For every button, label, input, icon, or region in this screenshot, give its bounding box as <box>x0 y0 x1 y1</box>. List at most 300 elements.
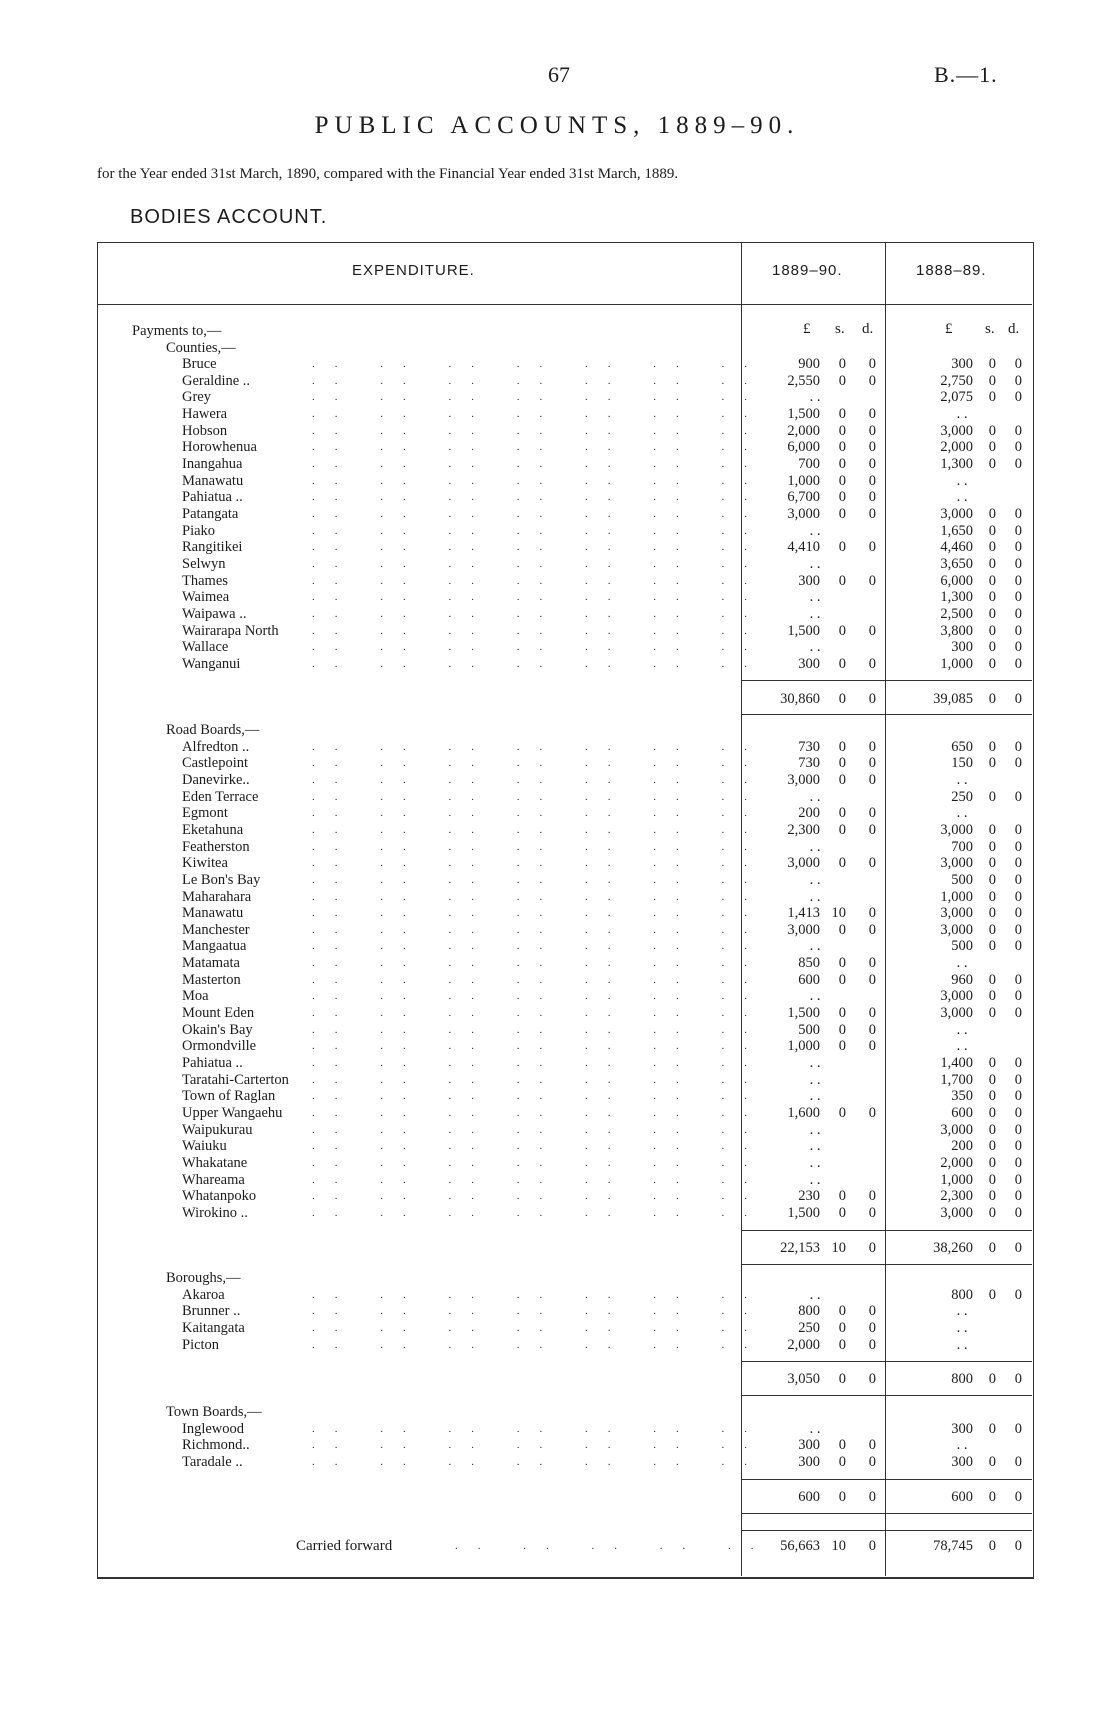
table-row <box>0 1287 1114 1303</box>
pounds-value: 200 <box>798 805 820 822</box>
shillings-value: 0 <box>988 788 996 805</box>
leader-dots: .. .. .. .. .. .. .. <box>312 957 767 970</box>
leader-dots: .. .. .. .. .. .. .. <box>312 1338 767 1351</box>
shillings-value: 0 <box>838 771 846 788</box>
shillings-value: 0 <box>838 1371 846 1388</box>
pounds-value: 3,800 <box>940 622 973 639</box>
row-name: Piako <box>182 522 216 539</box>
shillings-value: 0 <box>988 1204 996 1221</box>
pence-value: 0 <box>1014 788 1022 805</box>
shillings-value: 0 <box>838 1105 846 1121</box>
pence-value: 0 <box>1014 690 1022 707</box>
row-name: Featherston <box>182 838 250 855</box>
pounds-value: 300 <box>951 356 973 373</box>
shillings-value: 0 <box>988 1088 996 1105</box>
shillings-value: 0 <box>838 971 846 988</box>
pence-value: 0 <box>1014 1005 1022 1021</box>
pounds-value: 900 <box>798 356 820 373</box>
carried-forward-row <box>0 1538 1114 1554</box>
pence-value: 0 <box>1014 539 1022 556</box>
shillings-value: 0 <box>838 738 846 755</box>
pence-value: 0 <box>1014 422 1022 439</box>
shillings-value: 0 <box>988 971 996 988</box>
pence-value: 0 <box>868 905 876 922</box>
pounds-value: 3,000 <box>940 1204 973 1221</box>
pounds-value: 1,000 <box>940 1171 973 1188</box>
table-row <box>0 439 1114 455</box>
pence-value: 0 <box>868 1021 876 1038</box>
table-row <box>0 623 1114 639</box>
pence-value: 0 <box>1014 1538 1022 1554</box>
unit-pound: £ <box>945 321 953 337</box>
pence-value: 0 <box>868 755 876 772</box>
nil-amount: . . <box>809 1071 821 1088</box>
table-row <box>0 606 1114 622</box>
nil-amount: . . <box>809 1154 821 1171</box>
pounds-value: 1,650 <box>940 522 973 539</box>
pounds-value: 730 <box>798 738 820 755</box>
shillings-value: 0 <box>988 938 996 955</box>
pounds-value: 4,460 <box>940 539 973 556</box>
subtotal-row <box>0 1489 1114 1505</box>
nil-amount: . . <box>809 1138 821 1155</box>
shillings-value: 0 <box>838 855 846 872</box>
shillings-value: 0 <box>988 988 996 1005</box>
row-name: Kiwitea <box>182 855 228 872</box>
nil-amount: . . <box>809 871 821 888</box>
row-name: Inangahua <box>182 456 243 472</box>
pence-value: 0 <box>1014 555 1022 572</box>
pounds-value: 1,700 <box>940 1071 973 1088</box>
shillings-value: 0 <box>988 1371 996 1388</box>
nil-amount: . . <box>809 639 821 656</box>
header-rule <box>97 304 1032 305</box>
nil-amount: . . <box>809 605 821 622</box>
pence-value: 0 <box>1014 1371 1022 1388</box>
shillings-value: 0 <box>988 855 996 872</box>
row-name: Selwyn <box>182 555 226 572</box>
pence-value: 0 <box>1014 639 1022 656</box>
pence-value: 0 <box>1014 456 1022 472</box>
pence-value: 0 <box>1014 938 1022 955</box>
shillings-value: 0 <box>988 755 996 772</box>
table-row <box>0 589 1114 605</box>
row-name: Egmont <box>182 805 228 822</box>
pounds-value: 39,085 <box>933 690 973 707</box>
pounds-value: 78,745 <box>933 1538 973 1554</box>
pence-value: 0 <box>868 1038 876 1055</box>
pounds-value: 3,000 <box>940 821 973 838</box>
pence-value: 0 <box>868 406 876 423</box>
shillings-value: 0 <box>988 372 996 389</box>
section-label <box>0 1404 1114 1420</box>
leader-dots: .. .. .. .. .. .. .. <box>312 1123 767 1136</box>
pence-value: 0 <box>868 1204 876 1221</box>
shillings-value: 0 <box>988 555 996 572</box>
row-name: Taratahi-Carterton <box>182 1071 289 1088</box>
pounds-value: 3,000 <box>787 921 820 938</box>
shillings-value: 0 <box>838 439 846 456</box>
pounds-value: 2,500 <box>940 605 973 622</box>
leader-dots: .. .. .. .. .. .. .. <box>312 740 767 753</box>
nil-amount: . . <box>809 522 821 539</box>
shillings-value: 0 <box>988 921 996 938</box>
pounds-value: 22,153 <box>780 1239 820 1256</box>
shillings-value: 0 <box>838 1437 846 1454</box>
pence-value: 0 <box>868 1105 876 1121</box>
leader-dots: .. .. .. .. .. .. .. <box>312 1156 767 1169</box>
nil-amount: . . <box>809 589 821 606</box>
pounds-value: 2,300 <box>787 821 820 838</box>
pounds-value: 500 <box>951 871 973 888</box>
pounds-value: 2,750 <box>940 372 973 389</box>
row-name: Ormondville <box>182 1038 257 1055</box>
row-name: Waimea <box>182 589 230 606</box>
shillings-value: 0 <box>988 389 996 406</box>
leader-dots: .. .. .. .. .. .. .. <box>312 807 767 820</box>
leader-dots: .. .. .. .. .. .. .. <box>312 1305 767 1318</box>
shillings-value: 0 <box>838 1320 846 1336</box>
nil-amount: . . <box>956 1336 968 1353</box>
leader-dots: .. .. .. .. .. .. .. <box>312 641 767 654</box>
document-code: B.—1. <box>934 62 998 87</box>
unit-shillings: s. <box>985 321 995 337</box>
pence-value: 0 <box>868 821 876 838</box>
row-name: Manawatu <box>182 472 244 489</box>
pence-value: 0 <box>1014 921 1022 938</box>
pounds-value: 1,500 <box>787 1005 820 1021</box>
nil-amount: . . <box>956 805 968 822</box>
pounds-value: 1,600 <box>787 1105 820 1121</box>
pounds-value: 3,000 <box>787 771 820 788</box>
leader-dots: .. .. .. .. .. .. .. <box>312 441 767 454</box>
row-name: Waipawa .. <box>182 605 247 622</box>
shillings-value: 0 <box>838 1454 846 1470</box>
subtotal-row <box>0 1371 1114 1387</box>
row-name: Town of Raglan <box>182 1088 276 1105</box>
pounds-value: 3,000 <box>940 506 973 522</box>
row-name: Eketahuna <box>182 821 244 838</box>
nil-amount: . . <box>809 1420 821 1437</box>
pence-value: 0 <box>1014 372 1022 389</box>
leader-dots: .. .. .. .. .. .. .. <box>312 923 767 936</box>
leader-dots: .. .. .. .. .. .. .. <box>312 1040 767 1053</box>
table-row <box>0 839 1114 855</box>
row-name: Waipukurau <box>182 1121 253 1138</box>
table-row <box>0 972 1114 988</box>
table-row <box>0 373 1114 389</box>
nil-amount: . . <box>809 888 821 905</box>
pence-value: 0 <box>1014 605 1022 622</box>
section-heading: BODIES ACCOUNT. <box>130 206 328 228</box>
pence-value: 0 <box>868 955 876 972</box>
shillings-value: 0 <box>988 572 996 589</box>
row-name: Brunner .. <box>182 1303 241 1320</box>
leader-dots: .. .. .. .. .. .. .. <box>312 1107 767 1119</box>
shillings-value: 0 <box>838 755 846 772</box>
shillings-value: 0 <box>988 639 996 656</box>
total-rule <box>885 1361 1032 1362</box>
pounds-value: 1,400 <box>940 1055 973 1071</box>
pounds-value: 1,000 <box>787 1038 820 1055</box>
table-row <box>0 656 1114 672</box>
leader-dots: .. .. .. .. .. .. .. <box>312 973 767 986</box>
row-name: Mangaatua <box>182 938 247 955</box>
leader-dots: .. .. .. .. .. .. .. <box>312 491 767 504</box>
shillings-value: 0 <box>988 1055 996 1071</box>
nil-amount: . . <box>956 1437 968 1454</box>
pounds-value: 3,000 <box>940 422 973 439</box>
nil-amount: . . <box>809 788 821 805</box>
pounds-value: 6,000 <box>787 439 820 456</box>
shillings-value: 0 <box>988 356 996 373</box>
shillings-value: 0 <box>838 1021 846 1038</box>
nil-amount: . . <box>956 472 968 489</box>
leader-dots: .. .. .. .. .. .. .. <box>312 1173 767 1186</box>
shillings-value: 0 <box>838 1005 846 1021</box>
row-name: Waiuku <box>182 1138 227 1155</box>
pounds-value: 150 <box>951 755 973 772</box>
shillings-value: 0 <box>988 1154 996 1171</box>
table-row <box>0 456 1114 472</box>
pounds-value: 600 <box>798 971 820 988</box>
shillings-value: 0 <box>838 821 846 838</box>
shillings-value: 0 <box>988 1538 996 1554</box>
pounds-value: 2,300 <box>940 1188 973 1205</box>
shillings-value: 0 <box>838 472 846 489</box>
table-row <box>0 473 1114 489</box>
pence-value: 0 <box>1014 1420 1022 1437</box>
table-row <box>0 1138 1114 1154</box>
pence-value: 0 <box>1014 855 1022 872</box>
unit-pound: £ <box>803 321 811 337</box>
header-previous-year: 1888–89. <box>916 262 987 279</box>
leader-dots: .. .. .. .. .. .. .. <box>312 1057 767 1069</box>
shillings-value: 0 <box>838 1336 846 1353</box>
shillings-value: 0 <box>838 1488 846 1505</box>
pounds-value: 300 <box>798 572 820 589</box>
total-rule <box>741 680 885 681</box>
table-row <box>0 389 1114 405</box>
shillings-value: 0 <box>838 406 846 423</box>
row-name: Moa <box>182 988 209 1005</box>
leader-dots: .. .. .. .. .. .. .. <box>312 657 767 670</box>
pounds-value: 30,860 <box>780 690 820 707</box>
pence-value: 0 <box>868 655 876 672</box>
pounds-value: 500 <box>951 938 973 955</box>
pounds-value: 2,550 <box>787 372 820 389</box>
pence-value: 0 <box>1014 905 1022 922</box>
shillings-value: 0 <box>838 372 846 389</box>
shillings-value: 0 <box>988 622 996 639</box>
shillings-value: 0 <box>988 1171 996 1188</box>
page-number: 67 <box>548 62 570 87</box>
shillings-value: 0 <box>838 506 846 522</box>
leader-dots: .. .. .. .. .. .. .. <box>312 1422 767 1435</box>
leader-dots: .. .. .. .. .. .. .. <box>312 907 767 920</box>
row-name: Alfredton .. <box>182 738 250 755</box>
pence-value: 0 <box>868 439 876 456</box>
pence-value: 0 <box>868 1320 876 1336</box>
table-row <box>0 889 1114 905</box>
pounds-value: 700 <box>798 456 820 472</box>
row-name: Mount Eden <box>182 1005 255 1021</box>
row-name: Wairarapa North <box>182 622 279 639</box>
pounds-value: 300 <box>951 1420 973 1437</box>
pence-value: 0 <box>868 971 876 988</box>
nil-amount: . . <box>809 555 821 572</box>
subtotal-row <box>0 691 1114 707</box>
pounds-value: 200 <box>951 1138 973 1155</box>
pounds-value: 3,000 <box>940 988 973 1005</box>
pounds-value: 2,000 <box>787 1336 820 1353</box>
pounds-value: 1,000 <box>940 888 973 905</box>
table-row <box>0 905 1114 921</box>
total-rule <box>741 714 885 715</box>
pence-value: 0 <box>868 622 876 639</box>
pence-value: 0 <box>868 472 876 489</box>
shillings-value: 0 <box>838 1038 846 1055</box>
shillings-value: 0 <box>988 1239 996 1256</box>
shillings-value: 0 <box>838 622 846 639</box>
pence-value: 0 <box>1014 389 1022 406</box>
pence-value: 0 <box>868 1371 876 1388</box>
leader-dots: .. .. .. .. .. .. .. <box>312 591 767 604</box>
nil-amount: . . <box>956 1021 968 1038</box>
table-row <box>0 1172 1114 1188</box>
pounds-value: 800 <box>798 1303 820 1320</box>
total-rule <box>885 1395 1032 1396</box>
shillings-value: 0 <box>988 905 996 922</box>
shillings-value: 0 <box>838 1188 846 1205</box>
leader-dots: .. .. .. .. .. .. .. <box>312 1322 767 1334</box>
nil-amount: . . <box>809 1121 821 1138</box>
section-label <box>0 1270 1114 1286</box>
leader-dots: .. .. .. .. .. .. .. <box>312 773 767 786</box>
shillings-value: 0 <box>988 1188 996 1205</box>
shillings-value: 0 <box>988 1420 996 1437</box>
pence-value: 0 <box>868 771 876 788</box>
table-row <box>0 805 1114 821</box>
shillings-value: 0 <box>838 955 846 972</box>
pence-value: 0 <box>1014 1071 1022 1088</box>
nil-amount: . . <box>956 1038 968 1055</box>
pounds-value: 300 <box>798 655 820 672</box>
pence-value: 0 <box>1014 1055 1022 1071</box>
shillings-value: 0 <box>988 1105 996 1121</box>
row-name: Akaroa <box>182 1286 225 1303</box>
pounds-value: 3,000 <box>787 506 820 522</box>
shillings-value: 0 <box>988 888 996 905</box>
leader-dots: .. .. .. .. .. .. .. <box>312 890 767 903</box>
shillings-value: 0 <box>988 439 996 456</box>
table-row <box>0 1122 1114 1138</box>
pence-value: 0 <box>1014 356 1022 373</box>
pounds-value: 800 <box>951 1286 973 1303</box>
table-row <box>0 423 1114 439</box>
pence-value: 0 <box>1014 1454 1022 1470</box>
shillings-value: 0 <box>988 655 996 672</box>
pence-value: 0 <box>1014 971 1022 988</box>
shillings-value: 0 <box>838 1303 846 1320</box>
row-name: Wirokino .. <box>182 1204 248 1221</box>
header-current-year: 1889–90. <box>772 262 843 279</box>
leader-dots: .. .. .. .. .. .. .. <box>312 408 767 421</box>
table-row <box>0 489 1114 505</box>
shillings-value: 10 <box>831 905 846 922</box>
row-name: Hobson <box>182 422 228 439</box>
pence-value: 0 <box>1014 1171 1022 1188</box>
total-rule <box>885 1264 1032 1265</box>
leader-dots: .. .. .. .. .. .. .. <box>312 1090 767 1103</box>
table-row <box>0 1055 1114 1071</box>
shillings-value: 0 <box>988 589 996 606</box>
pounds-value: 250 <box>798 1320 820 1336</box>
unit-pence: d. <box>1008 321 1020 337</box>
nil-amount: . . <box>956 489 968 506</box>
row-name: Geraldine .. <box>182 372 251 389</box>
total-rule <box>885 1230 1032 1231</box>
pounds-value: 6,700 <box>787 489 820 506</box>
leader-dots: .. .. .. .. .. .. .. <box>312 1288 767 1301</box>
table-row <box>0 922 1114 938</box>
pence-value: 0 <box>1014 888 1022 905</box>
shillings-value: 0 <box>838 422 846 439</box>
shillings-value: 0 <box>838 572 846 589</box>
table-row <box>0 1421 1114 1437</box>
pounds-value: 3,050 <box>787 1371 820 1388</box>
row-name: Okain's Bay <box>182 1021 253 1038</box>
row-name: Matamata <box>182 955 240 972</box>
pence-value: 0 <box>868 1437 876 1454</box>
shillings-value: 0 <box>988 522 996 539</box>
table-row <box>0 1088 1114 1104</box>
pounds-value: 1,500 <box>787 1204 820 1221</box>
pounds-value: 1,300 <box>940 456 973 472</box>
pounds-value: 2,000 <box>787 422 820 439</box>
nil-amount: . . <box>809 838 821 855</box>
row-name: Kaitangata <box>182 1320 245 1336</box>
table-row <box>0 539 1114 555</box>
pounds-value: 3,000 <box>940 1121 973 1138</box>
total-rule <box>885 714 1032 715</box>
shillings-value: 0 <box>838 356 846 373</box>
shillings-value: 0 <box>988 821 996 838</box>
nil-amount: . . <box>809 1088 821 1105</box>
pounds-value: 4,410 <box>787 539 820 556</box>
pence-value: 0 <box>868 805 876 822</box>
table-row <box>0 1188 1114 1204</box>
leader-dots: .. .. .. .. .. .. .. <box>312 873 767 886</box>
payments-row <box>0 323 1114 339</box>
leader-dots: .. .. .. .. .. .. .. <box>312 358 767 371</box>
leader-dots: .. .. .. .. .. .. .. <box>312 541 767 554</box>
leader-dots: .. .. .. .. .. .. .. <box>312 458 767 470</box>
total-rule <box>741 1530 885 1531</box>
table-row <box>0 822 1114 838</box>
row-name: Pahiatua .. <box>182 489 243 506</box>
pounds-value: 2,000 <box>940 439 973 456</box>
road-boards-label: Road Boards,— <box>166 722 260 738</box>
row-name: Inglewood <box>182 1420 245 1437</box>
shillings-value: 0 <box>988 456 996 472</box>
table-row <box>0 573 1114 589</box>
pounds-value: 300 <box>951 639 973 656</box>
shillings-value: 0 <box>988 1005 996 1021</box>
row-name: Picton <box>182 1336 220 1353</box>
row-name: Wallace <box>182 639 229 656</box>
pounds-value: 1,300 <box>940 589 973 606</box>
